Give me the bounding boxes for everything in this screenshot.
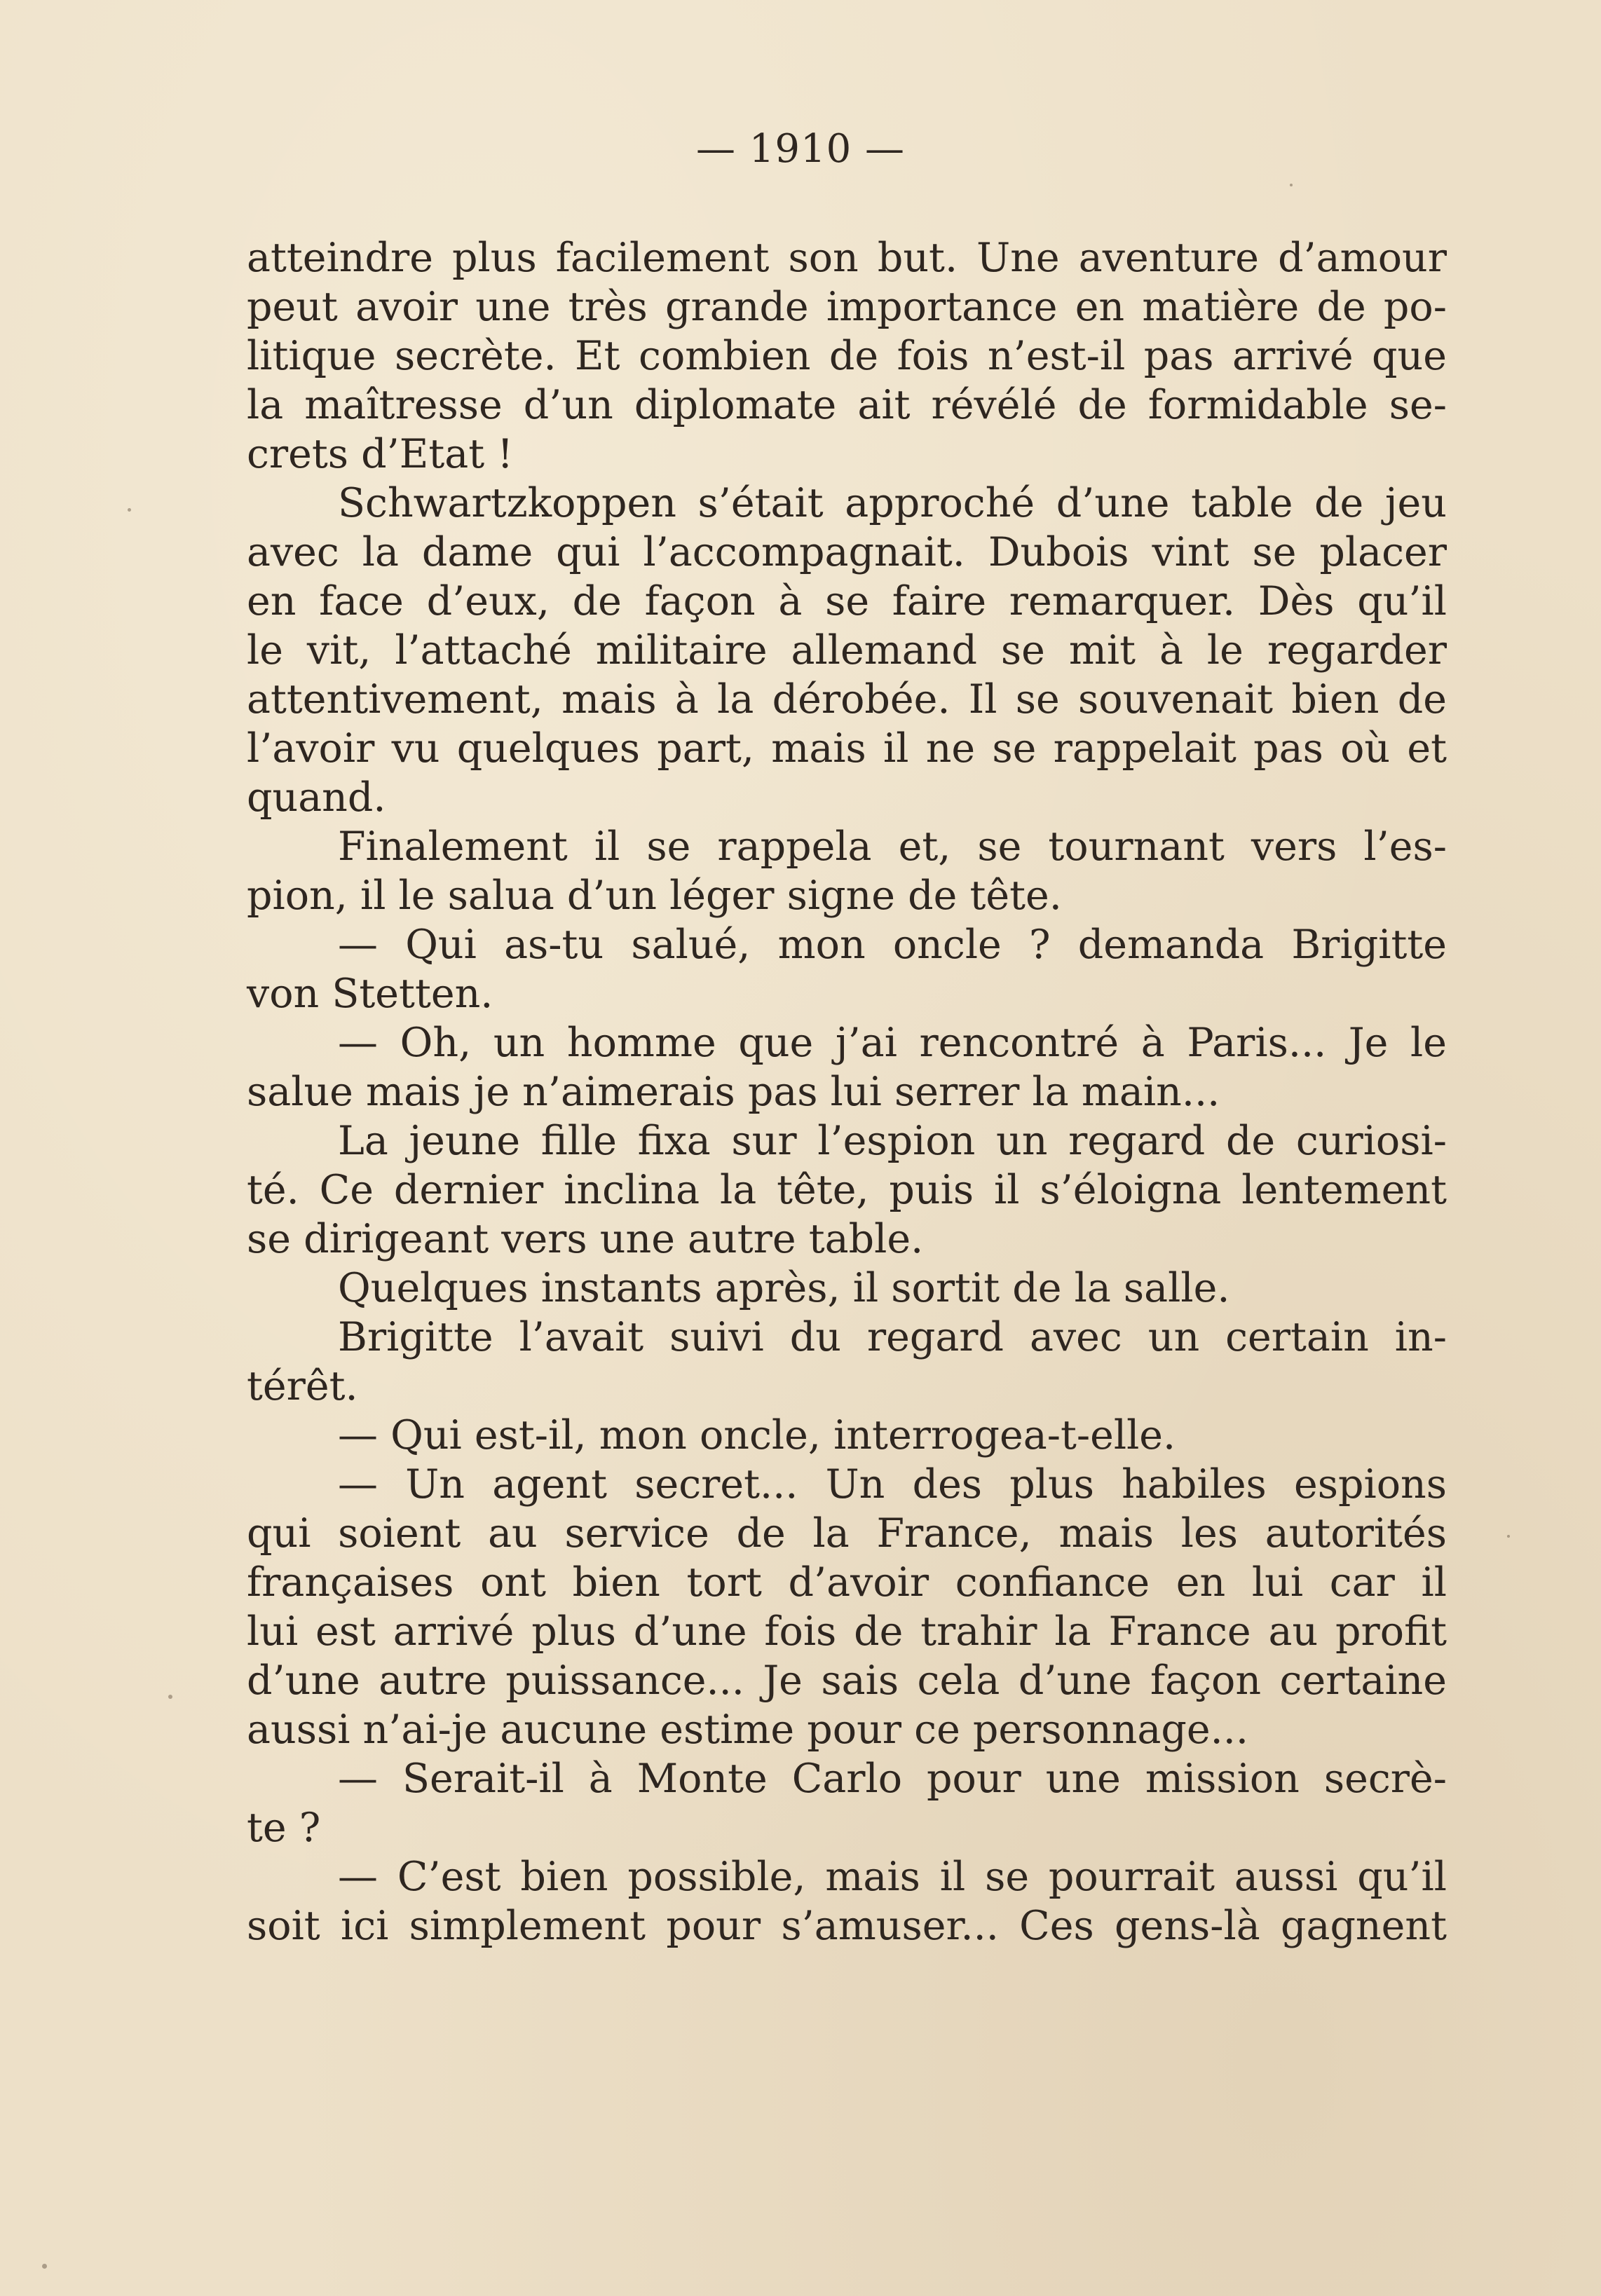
text-line: se dirigeant vers une autre table. (247, 1216, 924, 1262)
text-line: avec la dame qui l’accompagnait. Dubois vint se placer (247, 529, 1447, 575)
text-line: l’avoir vu quelques part, mais il ne se rappelait pas où et (247, 725, 1447, 772)
paper-speck (1507, 1535, 1510, 1538)
paper-speck (1290, 184, 1293, 186)
text-line: le vit, l’attaché militaire allemand se mit à le regarder (247, 627, 1447, 674)
paper-speck (42, 2264, 47, 2269)
text-line: atteindre plus facilement son but. Une aventure d’amour (247, 235, 1447, 281)
text-line: te ? (247, 1805, 321, 1851)
text-line: — Qui as-tu salué, mon oncle ? demanda Brigitte (338, 922, 1447, 968)
text-line: salue mais je n’aimerais pas lui serrer la main... (247, 1069, 1220, 1115)
page-number: — 1910 — (695, 126, 906, 172)
text-line: Quelques instants après, il sortit de la salle. (338, 1265, 1230, 1311)
text-line: — Serait-il à Monte Carlo pour une mission secrè- (338, 1756, 1447, 1802)
text-line: Brigitte l’avait suivi du regard avec un certain in- (338, 1314, 1447, 1360)
text-line: en face d’eux, de façon à se faire remarquer. Dès qu’il (247, 578, 1447, 624)
text-line: La jeune fille fixa sur l’espion un regard de curiosi- (338, 1118, 1447, 1164)
text-line: peut avoir une très grande importance en matière de po- (247, 284, 1447, 330)
text-line: qui soient au service de la France, mais les autorités (247, 1510, 1447, 1557)
text-line: pion, il le salua d’un léger signe de tête. (247, 873, 1062, 919)
text-line: quand. (247, 774, 386, 821)
text-line: soit ici simplement pour s’amuser... Ces gens-là gagnent (247, 1903, 1447, 1949)
body-text (247, 233, 1447, 1950)
text-line: térêt. (247, 1363, 358, 1409)
text-line: lui est arrivé plus d’une fois de trahir la France au profit (247, 1608, 1447, 1655)
text-line: von Stetten. (247, 971, 493, 1017)
text-line: d’une autre puissance... Je sais cela d’une façon certaine (247, 1658, 1447, 1704)
text-line: françaises ont bien tort d’avoir confiance en lui car il (247, 1559, 1447, 1606)
text-line: litique secrète. Et combien de fois n’est-il pas arrivé que (247, 333, 1447, 379)
text-line: té. Ce dernier inclina la tête, puis il s’éloigna lentement (247, 1167, 1447, 1213)
text-line: — Un agent secret... Un des plus habiles espions (338, 1461, 1447, 1508)
text-line: attentivement, mais à la dérobée. Il se souvenait bien de (247, 676, 1447, 723)
text-line: Schwartzkoppen s’était approché d’une table de jeu (338, 480, 1447, 526)
text-line: crets d’Etat ! (247, 431, 514, 477)
text-line: aussi n’ai-je aucune estime pour ce personnage... (247, 1707, 1248, 1753)
paper-speck (128, 508, 131, 512)
paper-speck (168, 1695, 172, 1699)
text-line: la maîtresse d’un diplomate ait révélé de formidable se- (247, 382, 1447, 428)
text-line: — Qui est-il, mon oncle, interrogea-t-elle. (338, 1412, 1176, 1458)
text-line: — C’est bien possible, mais il se pourrait aussi qu’il (338, 1854, 1447, 1900)
text-line: Finalement il se rappela et, se tournant vers l’es- (338, 824, 1447, 870)
text-line: — Oh, un homme que j’ai rencontré à Paris... Je le (338, 1020, 1447, 1066)
